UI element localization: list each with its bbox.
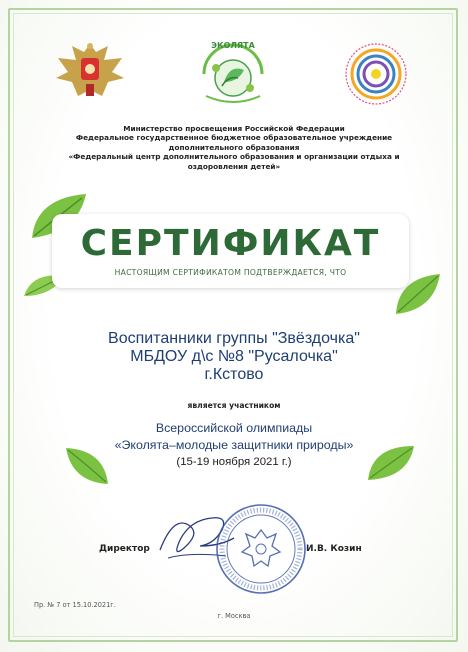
director-label: Директор <box>99 544 150 554</box>
leaf-olympiad-left-icon <box>62 444 112 488</box>
order-number: Пр. № 7 от 15.10.2021г. <box>34 601 116 609</box>
coat-of-arms-icon <box>50 38 130 108</box>
city-label: г. Москва <box>217 612 251 620</box>
certificate-banner <box>52 214 409 288</box>
ministry-header <box>40 124 428 171</box>
ecolyata-logo-text: ЭКОЛЯТА <box>211 41 255 50</box>
ministry-line-3: дополнительного образования <box>168 142 300 152</box>
leaf-olympiad-right-icon <box>364 440 418 484</box>
recipient-line-1: Воспитанники группы "Звёздочка" <box>108 330 360 347</box>
certificate-subtitle: НАСТОЯЩИМ СЕРТИФИКАТОМ ПОДТВЕРЖДАЕТСЯ, ЧТО <box>114 268 347 277</box>
certificate-title: СЕРТИФИКАТ <box>80 223 381 264</box>
ecolyata-logo-icon <box>186 34 280 114</box>
olympiad-line-1: Всероссийской олимпиады <box>155 421 313 435</box>
recipient-line-2: МБДОУ д\с №8 "Русалочка" <box>130 348 338 365</box>
director-name: И.В. Козин <box>306 544 362 554</box>
fcdo-logo-icon <box>338 40 414 108</box>
ministry-line-4: «Федеральный центр дополнительного образования и организации отдыха и <box>68 152 400 162</box>
recipient-block <box>40 330 428 384</box>
participant-text: является участником <box>187 401 281 410</box>
olympiad-line-2: «Эколята–молодые защитники природы» <box>114 438 354 452</box>
olympiad-dates: (15-19 ноября 2021 г.) <box>176 456 292 468</box>
ministry-line-5: оздоровления детей» <box>187 161 281 171</box>
ministry-line-1: Министерство просвещения Российской Федерации <box>123 124 345 133</box>
recipient-line-3: г.Кстово <box>204 366 264 383</box>
ministry-line-2: Федеральное государственное бюджетное образовательное учреждение <box>75 133 393 143</box>
official-stamp-icon <box>212 500 310 598</box>
